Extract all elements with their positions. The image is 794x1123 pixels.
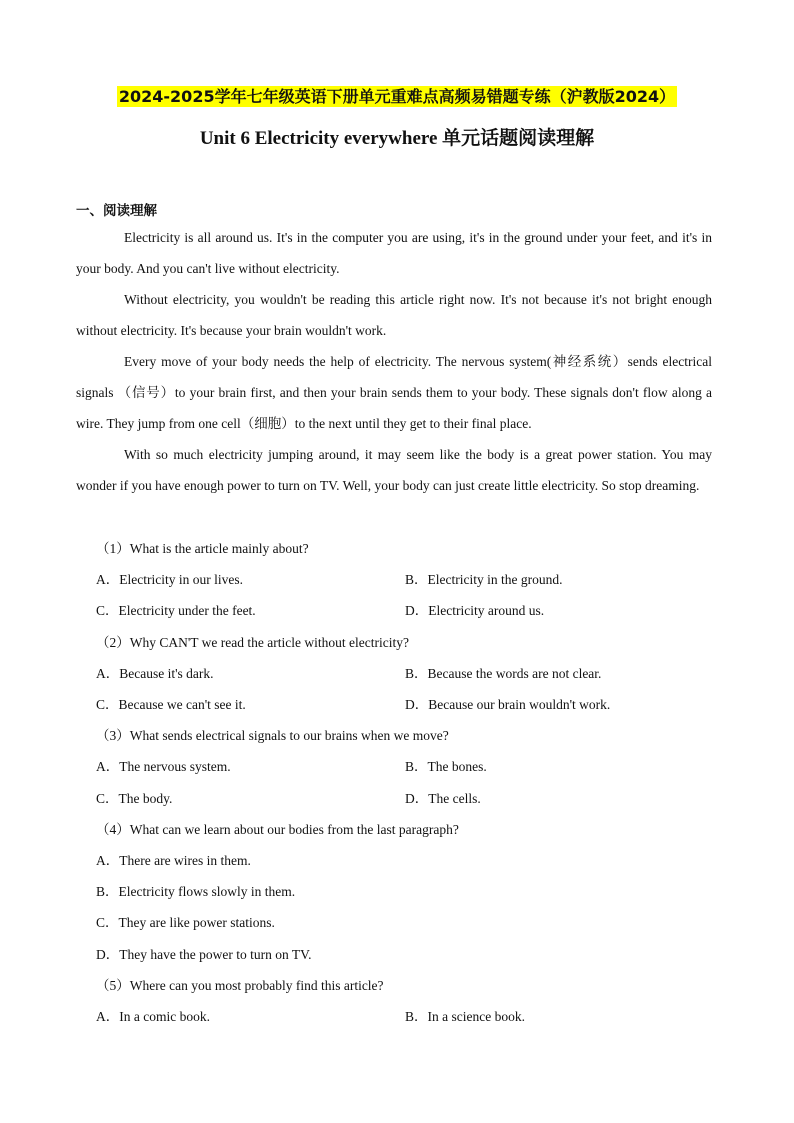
- question-list: [76, 533, 716, 1032]
- question-3-option-a: A．The nervous system.: [96, 759, 231, 775]
- question-4-option-b: B．Electricity flows slowly in them.: [96, 884, 296, 900]
- section-heading: 一、阅读理解: [76, 203, 157, 219]
- question-2-option-b: B．Because the words are not clear.: [405, 665, 602, 681]
- question-3-option-b: B．The bones.: [405, 759, 487, 775]
- unit-subtitle: Unit 6 Electricity everywhere 单元话题阅读理解: [199, 128, 595, 149]
- question-4-option-d: D．They have the power to turn on TV.: [96, 946, 312, 962]
- question-1-options-row-2: [76, 595, 716, 626]
- question-5-option-a: A．In a comic book.: [96, 1009, 210, 1025]
- question-1-option-c: C．Electricity under the feet.: [96, 603, 256, 619]
- question-1-option-a: A．Electricity in our lives.: [96, 572, 243, 588]
- question-3-option-d: D．The cells.: [405, 790, 481, 806]
- question-3-options-row-2: [76, 783, 716, 814]
- question-3-stem: （3）What sends electrical signals to our brains when we move?: [96, 728, 449, 744]
- reading-passage: [76, 222, 712, 501]
- question-2-option-c: C．Because we can't see it.: [96, 697, 246, 713]
- passage-paragraph-1: Electricity is all around us. It's in the computer you are using, it's in the ground under your feet, and it's in your body. And you can't live without electricity.: [76, 230, 712, 276]
- question-5-option-b: B．In a science book.: [405, 1009, 525, 1025]
- question-2-options-row-2: [76, 689, 716, 720]
- document-title: [0, 86, 794, 108]
- question-1-options-row-1: [76, 564, 716, 595]
- question-2-option-a: A．Because it's dark.: [96, 665, 214, 681]
- question-1-option-d: D．Electricity around us.: [405, 603, 545, 619]
- question-2-stem: （2）Why CAN'T we read the article without electricity?: [96, 634, 409, 650]
- question-4-option-a: A．There are wires in them.: [96, 853, 251, 869]
- question-4-stem: （4）What can we learn about our bodies from the last paragraph?: [96, 821, 459, 837]
- question-3-options-row-1: [76, 751, 716, 782]
- question-3-option-c: C．The body.: [96, 790, 173, 806]
- passage-paragraph-3: Every move of your body needs the help of electricity. The nervous system(神经系统）sends electrical signals （信号）to your brain first, and then your brain sends them to your body. These signals don't flow along a wire. They jump from one cell（细胞）to the next until they get to their final place.: [76, 354, 712, 431]
- question-5-stem: （5）Where can you most probably find this article?: [96, 977, 384, 993]
- question-5-options-row-1: [76, 1001, 716, 1032]
- question-1-stem: （1）What is the article mainly about?: [96, 541, 309, 556]
- passage-paragraph-4: With so much electricity jumping around, it may seem like the body is a great power station. You may wonder if you have enough power to turn on TV. Well, your body can just create little electricity. So stop dreaming.: [76, 447, 712, 493]
- passage-paragraph-2: Without electricity, you wouldn't be reading this article right now. It's not because it's not bright enough without electricity. It's because your brain wouldn't work.: [76, 292, 712, 338]
- question-2-options-row-1: [76, 658, 716, 689]
- document-title-text: 2024-2025学年七年级英语下册单元重难点高频易错题专练（沪教版2024）: [118, 87, 676, 106]
- question-2-option-d: D．Because our brain wouldn't work.: [405, 697, 611, 713]
- question-1-option-b: B．Electricity in the ground.: [405, 572, 563, 588]
- question-4-option-c: C．They are like power stations.: [96, 915, 275, 931]
